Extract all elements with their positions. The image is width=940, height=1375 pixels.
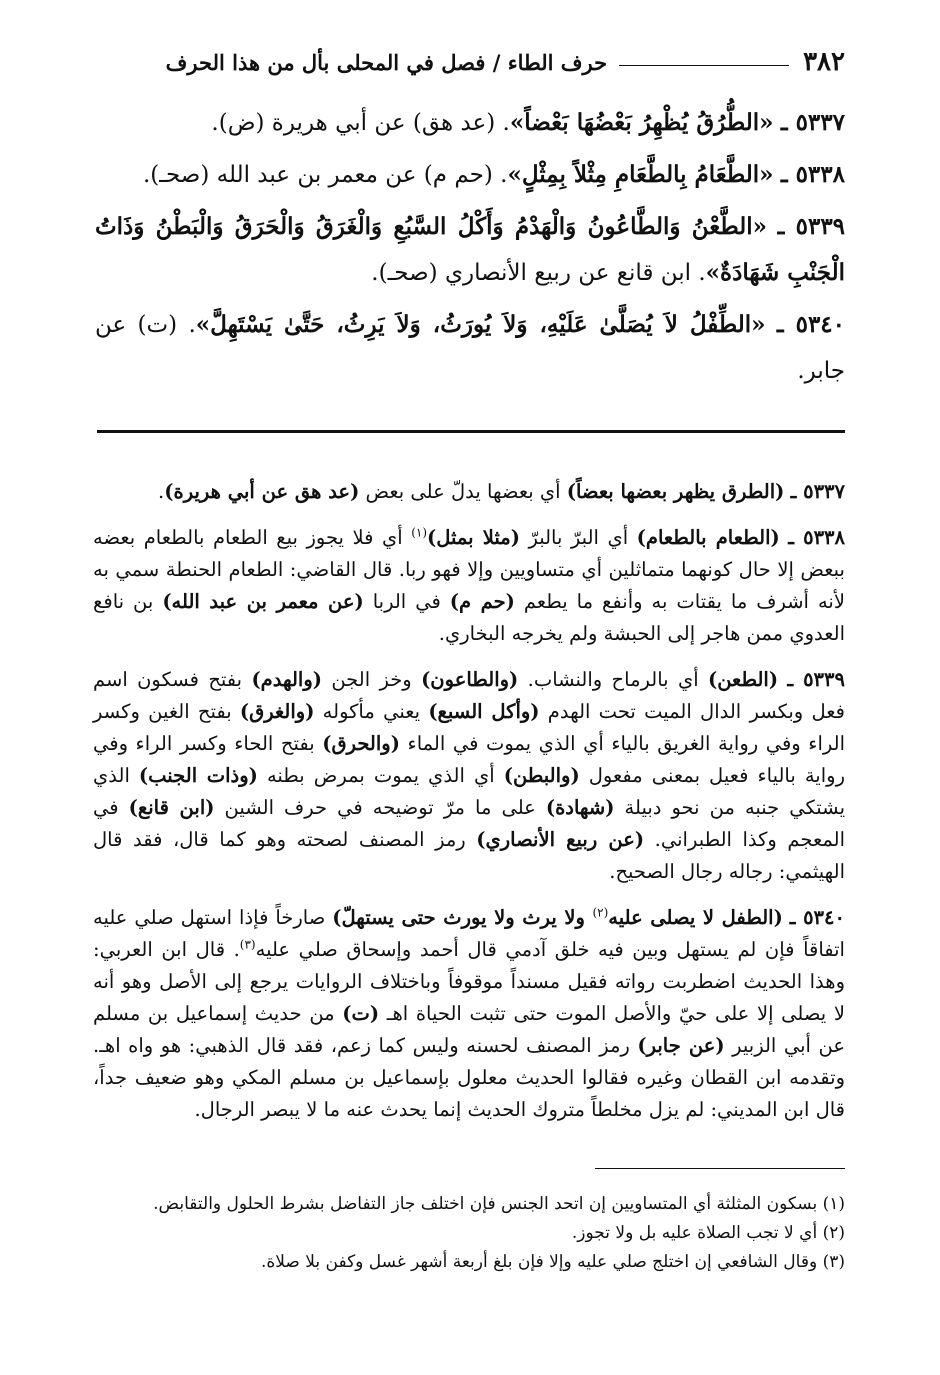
footnote-marker: (٣) <box>239 937 256 952</box>
commentary-text: الذي يشتكي جنبه من نحو دبيلة <box>93 764 846 819</box>
bold-phrase: (والطاعون) <box>421 668 519 691</box>
bold-phrase: (عن معمر بن عبد الله) <box>162 590 364 613</box>
hadith-number: ٥٣٣٨ ـ <box>780 161 845 188</box>
commentary-text: رمز المصنف لحسنه وليس كما زعم، فقد قال الذهبي: هو واه اهـ. وتقدمه ابن القطان وغيره فقالوا الحديث معلول بإسماعيل بن مسلم المكي وهو ضعيف جداً، قال ابن المديني: لم يزل مخلطاً متروك الحديث إنما يحدث عنه ما لا يبصر الرجال. <box>93 1034 845 1121</box>
commentary-text: يعني مأكوله <box>314 700 429 723</box>
commentary-text: في المعجم وكذا الطبراني. <box>93 796 845 851</box>
bold-phrase: (والحرق) <box>322 732 400 755</box>
commentary-text: بن نافع العدوي ممن هاجر إلى الحبشة ولم يخرجه البخاري. <box>93 590 845 645</box>
commentary-number: ٥٣٣٨ ـ <box>788 526 845 549</box>
footnote-2: (٢) أي لا تجب الصلاة عليه بل ولا تجوز. <box>571 1223 845 1243</box>
bold-phrase: ولا يرث ولا يورث حتى يستهلّ) <box>332 906 593 929</box>
bold-phrase: (ت) <box>342 1002 380 1025</box>
footnote-1: (١) بسكون المثلثة أي المتساويين إن اتحد الجنس فإن اختلف جاز التفاضل بشرط الحلول والتقابض. <box>153 1194 845 1214</box>
hadith-5339 <box>95 204 845 296</box>
bold-phrase: (حم م) <box>449 590 515 613</box>
commentary-5340 <box>93 902 845 1126</box>
bold-phrase: (الطفل لا يصلى عليه <box>608 906 783 929</box>
hadith-matn: «الطُّرُقُ يُظْهِرُ بَعْضُهَا بَعْضاً» <box>509 109 774 136</box>
bold-phrase: (مثلا بمثل) <box>427 526 520 549</box>
bold-phrase: (عن جابر) <box>637 1034 725 1057</box>
hadith-5337 <box>95 100 845 146</box>
hadith-matn: «الطَّعْنُ وَالطَّاعُونُ وَالْهَدْمُ وَأَكْلُ السَّبُعِ وَالْغَرَقُ وَالْحَرَقُ وَالْبَطْنُ وَذَاتُ الْجَنْبِ شَهَادَةٌ» <box>95 213 845 286</box>
commentary-5338 <box>93 522 845 650</box>
commentary-text: بفتح فسكون اسم فعل وبكسر الدال الميت تحت الهدم <box>93 668 845 723</box>
hadith-reference: . ابن قانع عن ربيع الأنصاري (صحـ). <box>371 260 706 286</box>
hadith-5338 <box>95 152 845 198</box>
footnote-marker: (٢) <box>592 905 609 920</box>
hadith-matn: «الطَّعَامُ بِالطَّعَامِ مِثْلاً بِمِثْلٍ» <box>507 161 774 188</box>
commentary-5339 <box>93 664 845 888</box>
header-rule <box>619 65 789 66</box>
commentary-text: وخز الجن <box>321 668 422 691</box>
footnote-3: (٣) وقال الشافعي إن اختلج صلي عليه وإلا فإن بلغ أربعة أشهر غسل وكفن بلا صلاة. <box>260 1252 845 1272</box>
bold-phrase: (الطعن) <box>707 668 779 691</box>
hadith-number: ٥٣٣٩ ـ <box>777 213 846 240</box>
commentary-text: رمز المصنف لصحته وهو كما قال، فقد قال الهيثمي: رجاله رجال الصحيح. <box>93 828 845 883</box>
footnotes <box>93 1190 845 1277</box>
commentary-text: أي الذي يموت بمرض بطنه <box>257 764 504 787</box>
bold-phrase: (عد هق عن أبي هريرة) <box>164 480 360 503</box>
hadith-text <box>95 100 845 400</box>
hadith-reference: . (عد هق) عن أبي هريرة (ض). <box>211 110 510 136</box>
commentary-text: على ما مرّ توضيحه في حرف الشين <box>214 796 546 819</box>
commentary-text: . قال ابن العربي: وهذا الحديث اضطربت رواته فقيل مسنداً موقوفاً وباختلاف الروايات يرجع إلى الأصل وهو أنه لا يصلى إلا على حيّ والأصل الموت حتى تثبت الحياة اهـ <box>93 938 845 1025</box>
page-number: ٣٨٢ <box>803 47 845 77</box>
commentary-text: أي بالرماح والنشاب. <box>518 668 708 691</box>
commentary <box>93 476 845 1140</box>
hadith-reference: . (حم م) عن معمر بن عبد الله (صحـ). <box>142 162 508 188</box>
commentary-number: ٥٣٣٧ ـ <box>790 480 845 503</box>
commentary-text: أي بعضها يدلّ على بعض <box>359 480 567 503</box>
bold-phrase: (والغرق) <box>239 700 315 723</box>
commentary-text: بفتح الحاء وكسر الراء وفي رواية بالياء فعيل بمعنى مفعول <box>93 732 845 787</box>
hadith-number: ٥٣٣٧ ـ <box>780 109 845 136</box>
hadith-5340 <box>95 302 845 394</box>
footnote-marker: (١) <box>411 525 428 540</box>
bold-phrase: (شهادة) <box>545 796 615 819</box>
footnote-rule <box>595 1168 845 1169</box>
commentary-5337 <box>93 476 845 508</box>
bold-phrase: (والهدم) <box>251 668 322 691</box>
bold-phrase: (الطرق يظهر بعضها بعضاً) <box>566 480 785 503</box>
bold-phrase: (وذات الجنب) <box>138 764 258 787</box>
running-title: حرف الطاء / فصل في المحلى بأل من هذا الحرف <box>165 49 608 75</box>
hadith-matn: «الطِّفْلُ لاَ يُصَلَّىٰ عَلَيْهِ، وَلاَ يُورَثُ، وَلاَ يَرِثُ، حَتَّىٰ يَسْتَهِلَّ» <box>195 311 766 338</box>
commentary-text: من حديث إسماعيل بن مسلم عن أبي الزبير <box>93 1002 845 1057</box>
commentary-number: ٥٣٣٩ ـ <box>787 668 845 691</box>
bold-phrase: (الطعام بالطعام) <box>636 526 780 549</box>
page-header <box>95 42 845 82</box>
bold-phrase: (ابن قانع) <box>128 796 215 819</box>
commentary-text: في الربا <box>363 590 450 613</box>
commentary-number: ٥٣٤٠ ـ <box>789 906 845 929</box>
text-commentary-divider <box>97 430 845 433</box>
commentary-text: بفتح الغين وكسر الراء وفي رواية الغريق بالياء أي الذي يموت في الماء <box>93 700 845 755</box>
commentary-text: أي فلا يجوز بيع الطعام بالطعام بعضه ببعض إلا حال كونهما متماثلين أي متساويين وإلا فهو ربا. قال القاضي: الطعام الحنطة سمي به لأنه أشرف ما يقتات به وأنفع ما يطعم <box>93 526 845 613</box>
commentary-text: . <box>158 480 165 503</box>
hadith-reference: . (ت) عن جابر. <box>95 312 845 384</box>
commentary-text: أي البرّ بالبرّ <box>519 526 637 549</box>
bold-phrase: (عن ربيع الأنصاري) <box>476 828 645 851</box>
hadith-number: ٥٣٤٠ ـ <box>776 311 846 338</box>
bold-phrase: (وأكل السبع) <box>428 700 540 723</box>
bold-phrase: (والبطن) <box>503 764 580 787</box>
commentary-text: صارخاً فإذا استهل صلي عليه اتفاقاً فإن لم يستهل وبين فيه خلق آدمي قال أحمد وإسحاق صلي عليه <box>93 906 845 961</box>
